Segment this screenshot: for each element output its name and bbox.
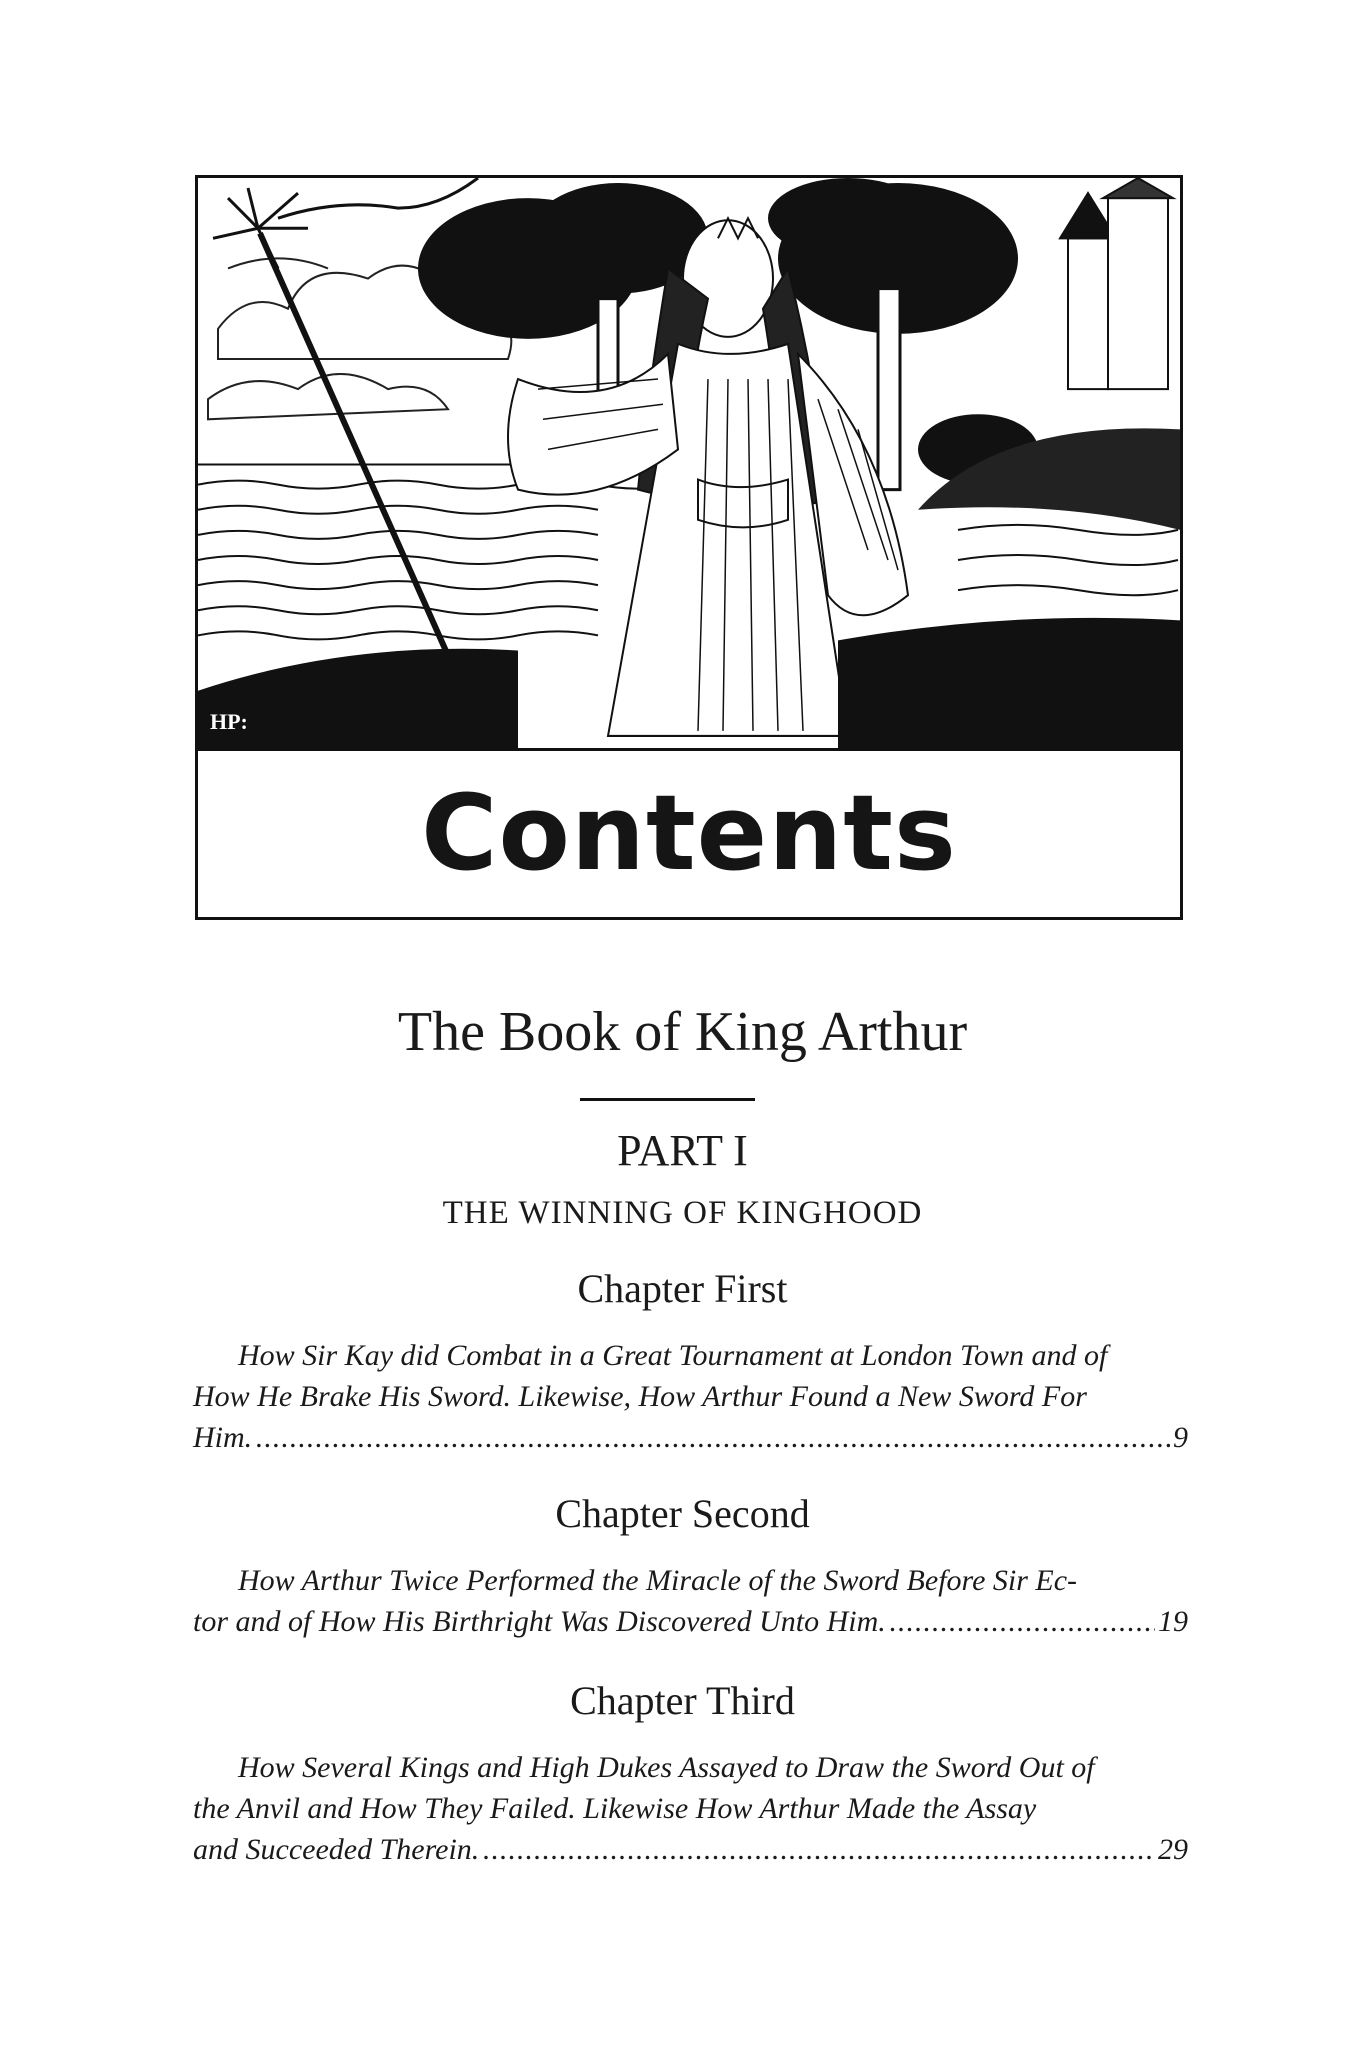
chapter-second-page-number: 19 <box>1158 1605 1188 1638</box>
chapter-third-entry[interactable] <box>193 1747 1188 1870</box>
chapter-third-line-1: How Several Kings and High Dukes Assayed to Draw the Sword Out of <box>238 1751 1095 1784</box>
part-label: PART I <box>617 1126 748 1175</box>
chapter-second-last-text: tor and of How His Birthright Was Discovered Unto Him. <box>193 1605 886 1638</box>
chapter-first-line-2: How He Brake His Sword. Likewise, How Arthur Found a New Sword For <box>193 1380 1087 1413</box>
chapter-first-heading: Chapter First <box>577 1266 788 1311</box>
chapter-third-page-number: 29 <box>1158 1833 1188 1866</box>
dot-leader <box>889 1601 1155 1642</box>
chapter-first-entry[interactable] <box>193 1335 1188 1458</box>
title-divider <box>580 1098 755 1101</box>
contents-heading: Contents <box>421 771 957 894</box>
chapter-second-line-1: How Arthur Twice Performed the Miracle of the Sword Before Sir Ec- <box>238 1564 1078 1597</box>
part-subtitle: THE WINNING OF KINGHOOD <box>442 1195 923 1231</box>
chapter-first-line-3 <box>193 1417 1188 1458</box>
chapter-first-last-text: Him. <box>193 1421 253 1454</box>
chapter-second-entry[interactable] <box>193 1560 1188 1642</box>
dot-leader <box>255 1417 1170 1458</box>
chapter-second-line-2 <box>193 1601 1188 1642</box>
chapter-third-last-text: and Succeeded Therein. <box>193 1833 480 1866</box>
book-title: The Book of King Arthur <box>397 1001 968 1063</box>
chapter-first-line-1: How Sir Kay did Combat in a Great Tournament at London Town and of <box>238 1339 1108 1372</box>
illustration-drawing <box>198 178 1180 748</box>
lady-of-the-lake-illustration <box>198 178 1180 751</box>
chapter-second-heading: Chapter Second <box>555 1491 810 1536</box>
chapter-third-line-3 <box>193 1829 1188 1870</box>
dot-leader <box>482 1829 1155 1870</box>
contents-header-frame <box>195 175 1183 920</box>
chapter-third-heading: Chapter Third <box>570 1678 795 1723</box>
illustration-monogram: HP: <box>210 708 248 734</box>
chapter-first-page-number: 9 <box>1173 1421 1188 1454</box>
chapter-third-line-2: the Anvil and How They Failed. Likewise How Arthur Made the Assay <box>193 1792 1037 1825</box>
